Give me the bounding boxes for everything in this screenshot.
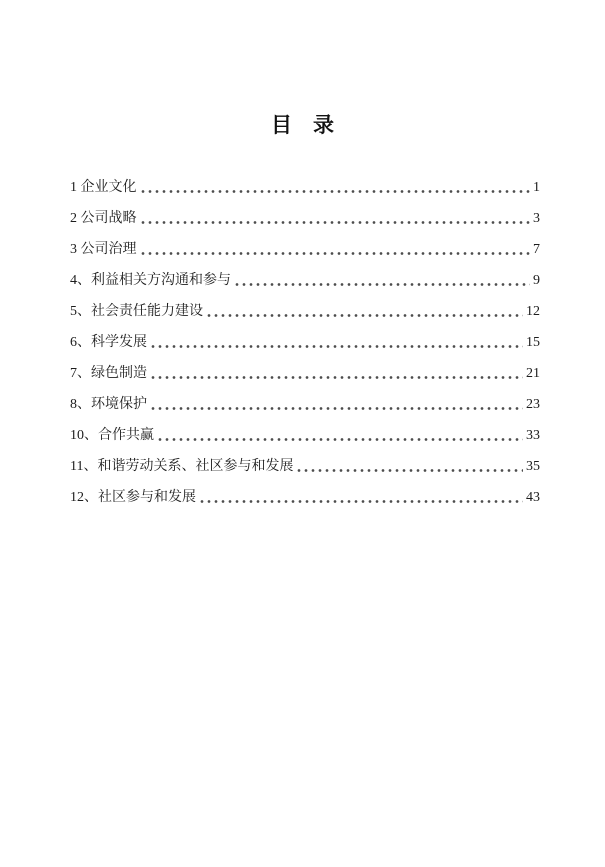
toc-entry[interactable] [70,482,540,513]
toc-entry[interactable] [70,327,540,358]
toc-entry-label: 3 公司治理 [70,242,137,257]
toc-entry-page: 12 [526,304,540,319]
toc-entry[interactable] [70,265,540,296]
toc-entry[interactable] [70,234,540,265]
toc-entry-label: 4、利益相关方沟通和参与 [70,273,231,288]
toc-entry-label: 6、科学发展 [70,335,147,350]
toc-entry[interactable] [70,389,540,420]
toc-entry-label: 8、环境保护 [70,397,147,412]
dot-leader [150,327,523,358]
toc-entry[interactable] [70,451,540,482]
toc-entry[interactable] [70,172,540,203]
dot-leader [140,172,531,203]
toc-entry-page: 33 [526,428,540,443]
dot-leader [199,482,523,513]
toc-entry[interactable] [70,203,540,234]
toc-title: 目 录 [271,113,334,137]
dot-leader [157,420,523,451]
toc-entry-page: 3 [533,211,540,226]
toc-entry-page: 15 [526,335,540,350]
toc-entry-label: 7、绿色制造 [70,366,147,381]
toc-entry-page: 1 [533,180,540,195]
toc-entry-label: 2 公司战略 [70,211,137,226]
toc-entry-label: 12、社区参与和发展 [70,490,196,505]
dot-leader [296,451,523,482]
dot-leader [150,389,523,420]
toc-entry-page: 43 [526,490,540,505]
toc-entry-page: 7 [533,242,540,257]
toc-entry[interactable] [70,420,540,451]
toc-entry-label: 5、社会责任能力建设 [70,304,203,319]
toc-entry[interactable] [70,296,540,327]
toc-entry[interactable] [70,358,540,389]
toc-entry-label: 10、合作共赢 [70,428,154,443]
toc-entry-page: 21 [526,366,540,381]
toc-entry-label: 11、和谐劳动关系、社区参与和发展 [70,459,294,474]
toc-entry-page: 35 [526,459,540,474]
dot-leader [234,265,530,296]
toc-entry-page: 23 [526,397,540,412]
dot-leader [140,234,531,265]
dot-leader [150,358,523,389]
dot-leader [140,203,531,234]
toc-list [70,172,540,513]
toc-entry-label: 1 企业文化 [70,180,137,195]
toc-entry-page: 9 [533,273,540,288]
dot-leader [206,296,523,327]
